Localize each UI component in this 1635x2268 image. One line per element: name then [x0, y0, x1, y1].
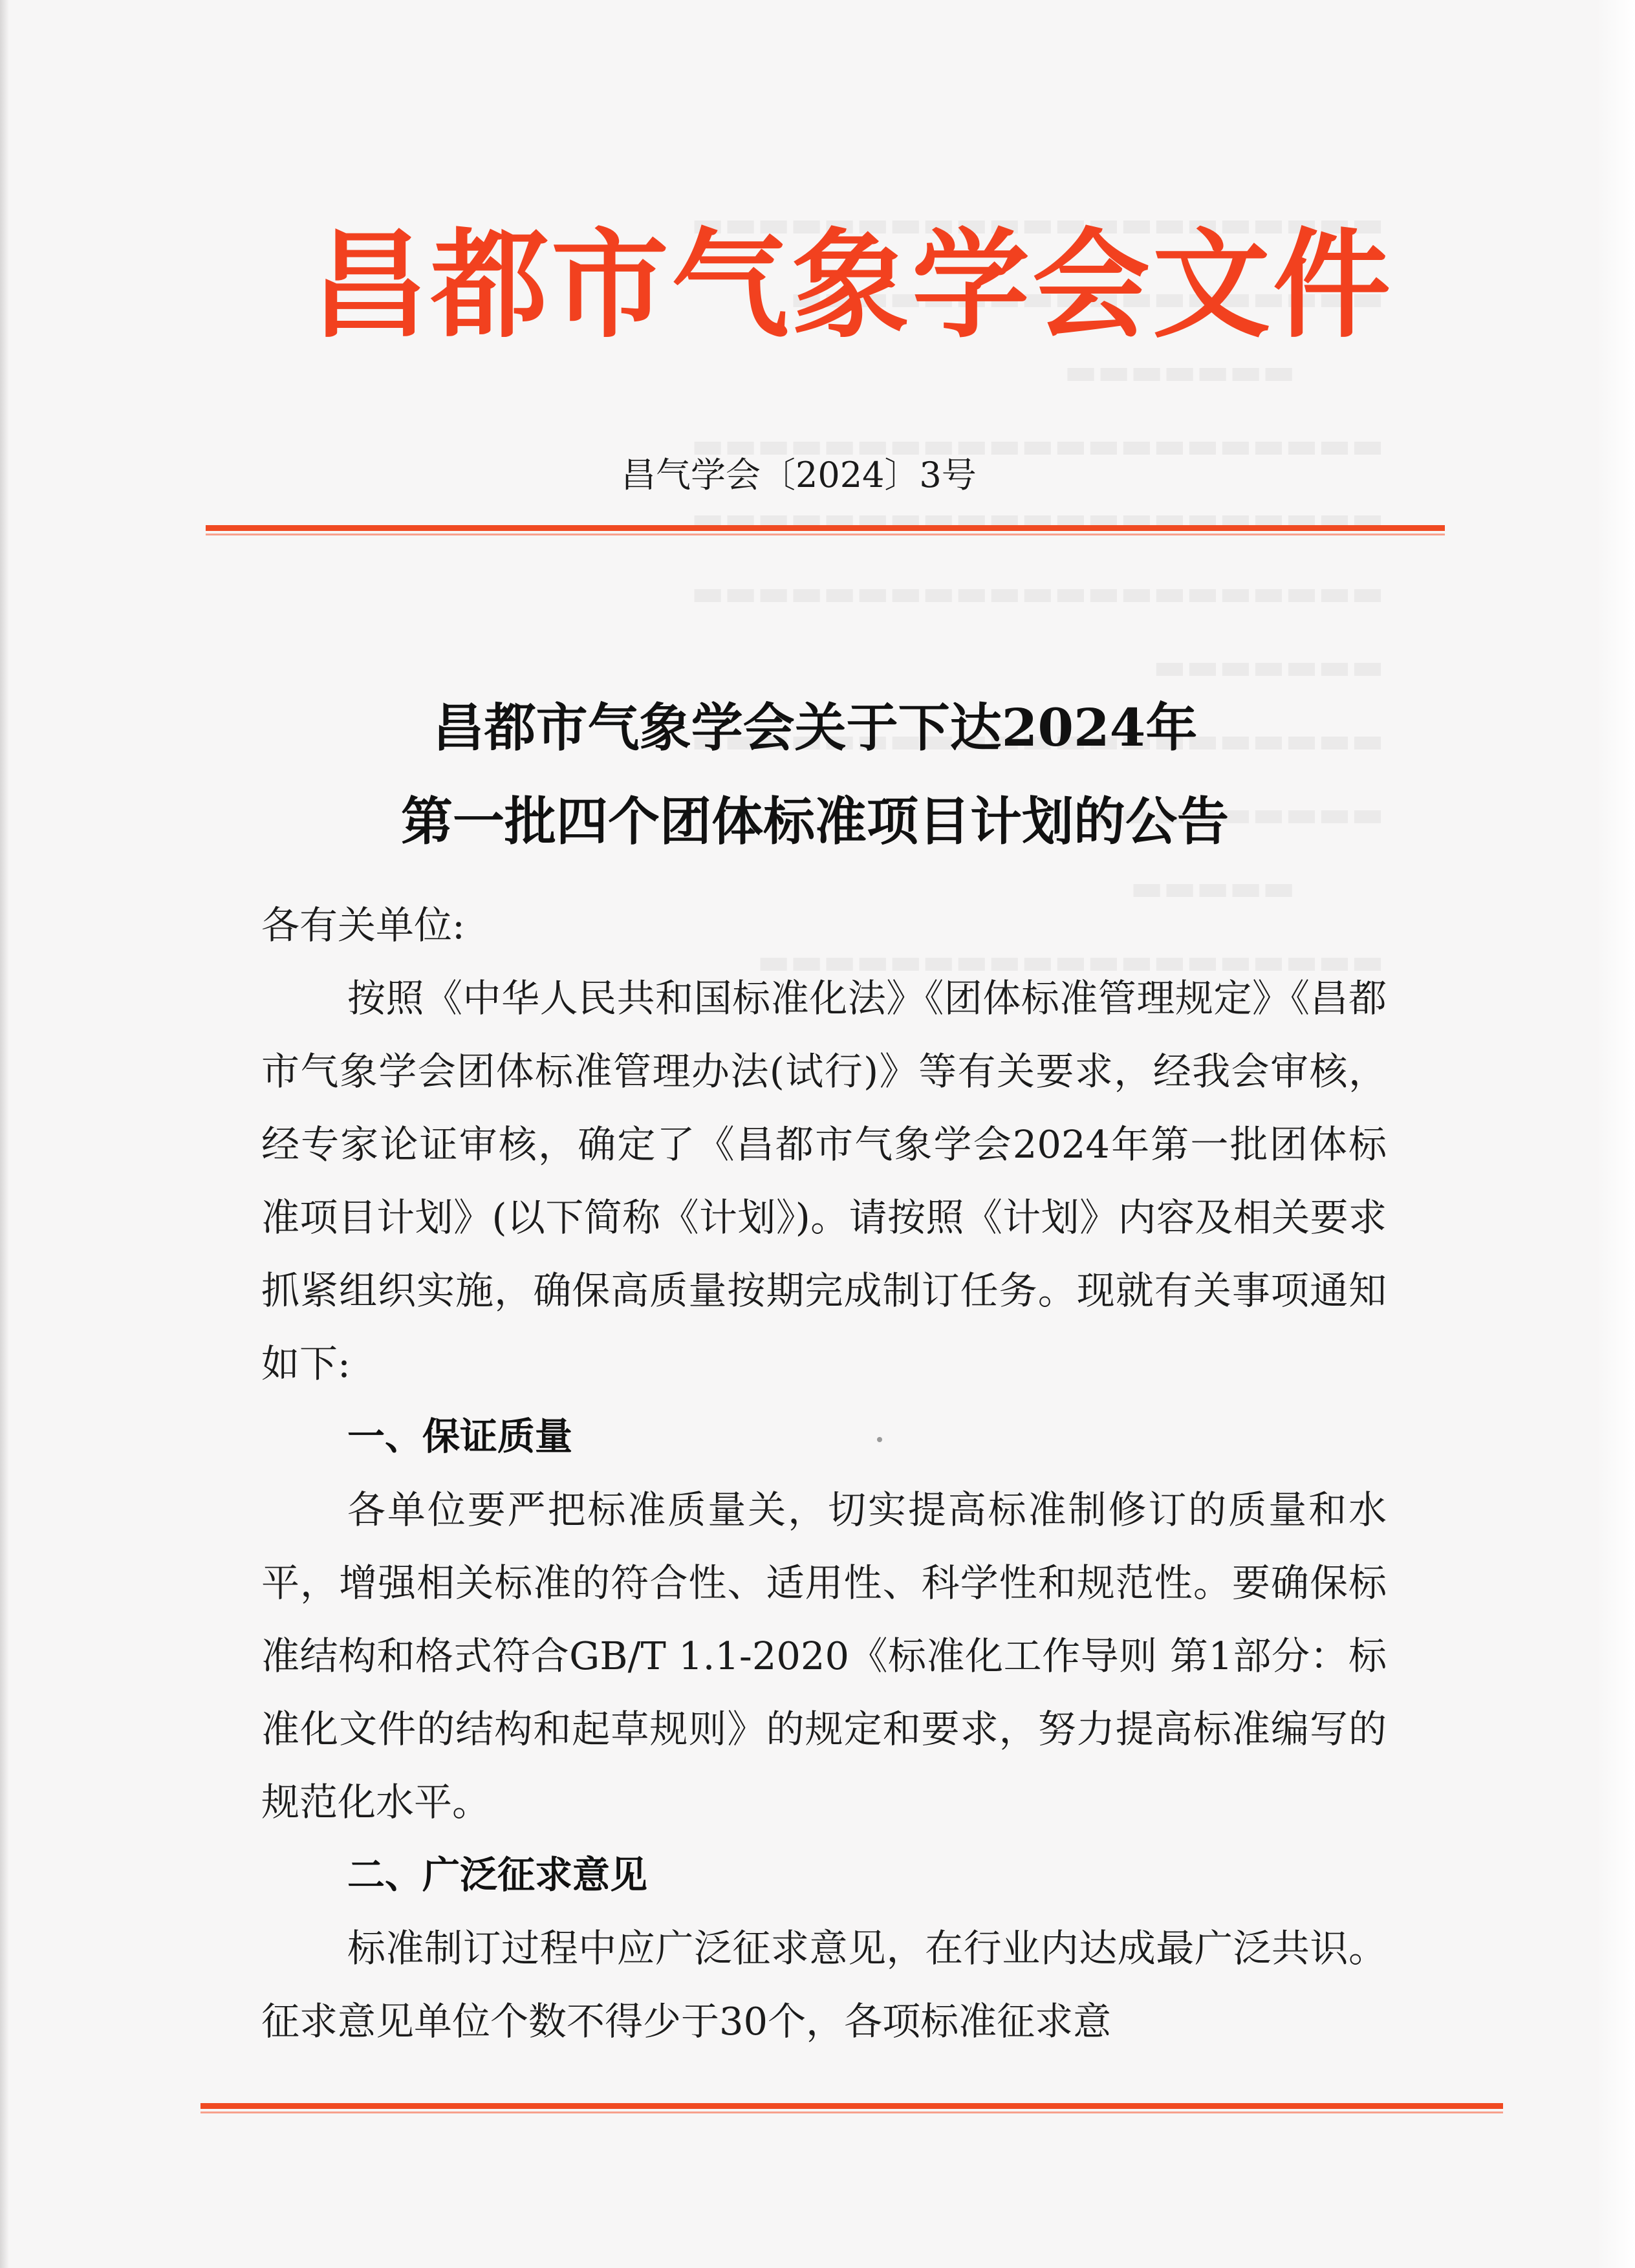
org-document-header: 昌都市气象学会文件: [310, 215, 1393, 354]
section-heading-quality: 一、保证质量: [347, 1414, 573, 1458]
footer-red-rule: [200, 2103, 1503, 2109]
document-number: 昌气学会〔2024〕3号: [621, 455, 977, 495]
notice-title-line-1: 昌都市气象学会关于下达2024年: [432, 697, 1198, 758]
notice-body: [261, 889, 1387, 2058]
salutation: 各有关单位:: [261, 903, 465, 947]
header-red-rule-shadow: [206, 534, 1445, 535]
notice-title-line-2: 第一批四个团体标准项目计划的公告: [401, 791, 1229, 852]
header-red-rule: [206, 525, 1445, 531]
section-text-opinions: 标准制订过程中应广泛征求意见，在行业内达成最广泛共识。征求意见单位个数不得少于30个，各项标准征求意: [261, 1926, 1387, 2044]
footer-red-rule-shadow: [200, 2111, 1503, 2113]
intro-paragraph: 按照《中华人民共和国标准化法》《团体标准管理规定》《昌都市气象学会团体标准管理办法(试行)》等有关要求，经我会审核，经专家论证审核，确定了《昌都市气象学会2024年第一批团体标准项目计划》(以下简称《计划》)。请按照《计划》内容及相关要求抓紧组织实施，确保高质量按期完成制订任务。现就有关事项通知如下:: [261, 976, 1387, 1386]
section-heading-opinions: 二、广泛征求意见: [347, 1853, 648, 1897]
scan-edge-left: [0, 0, 9, 2268]
section-text-quality: 各单位要严把标准质量关，切实提高标准制修订的质量和水平，增强相关标准的符合性、适用性、科学性和规范性。要确保标准结构和格式符合GB/T 1.1-2020《标准化工作导则 第1部分：标准化文件的结构和起草规则》的规定和要求，努力提高标准编写的规范化水平。: [261, 1487, 1387, 1824]
scan-edge-right: [1596, 0, 1635, 2268]
scan-speck: [877, 1437, 882, 1442]
